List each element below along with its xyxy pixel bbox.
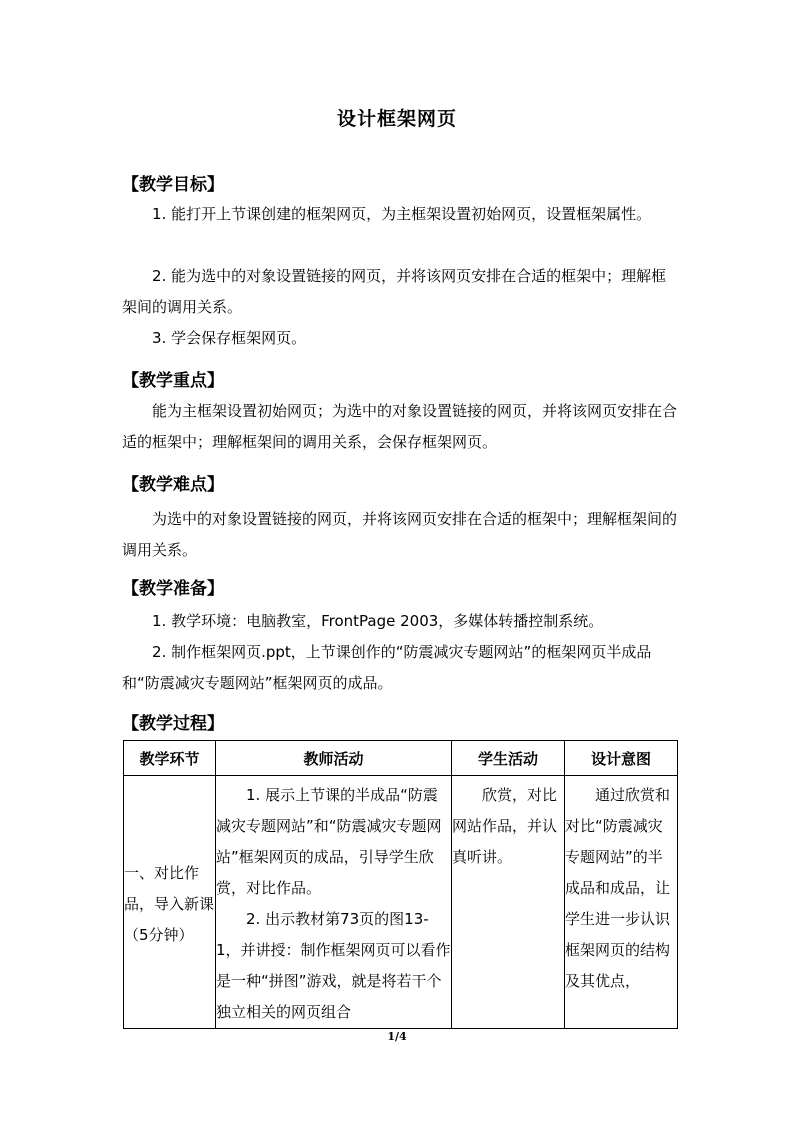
section-heading-process: 【教学过程】 [122, 714, 224, 734]
page-number: 1/4 [387, 1030, 407, 1043]
teacher-activity-1: 1. 展示上节课的半成品“防震减灾专题网站”和“防震减灾专题网站”框架网页的成品，引导学生欣赏，对比作品。 [216, 786, 442, 897]
header-stage: 教学环节 [124, 741, 216, 776]
table-row [124, 776, 678, 1029]
key-points-text: 能为主框架设置初始网页；为选中的对象设置链接的网页，并将该网页安排在合适的框架中；理解框架间的调用关系，会保存框架网页。 [122, 402, 678, 451]
design-intent-text: 通过欣赏和对比“防震减灾专题网站”的半成品和成品，让学生进一步认识框架网页的结构及其优点， [565, 786, 671, 990]
section-heading-difficulties: 【教学难点】 [122, 475, 224, 495]
goal-item-3: 3. 学会保存框架网页。 [152, 329, 307, 347]
teacher-activity-2: 2. 出示教材第73页的图13-1，并讲授：制作框架网页可以看作是一种“拼图”游戏，就是将若干个独立相关的网页组合 [216, 910, 451, 1021]
section-heading-goals: 【教学目标】 [122, 175, 224, 195]
student-activity-text: 欣赏，对比网站作品，并认真听讲。 [452, 786, 558, 866]
document-title: 设计框架网页 [336, 108, 457, 130]
cell-teacher-activity [216, 776, 452, 1029]
header-teacher-activity: 教师活动 [216, 741, 452, 776]
difficulties-text: 为选中的对象设置链接的网页，并将该网页安排在合适的框架中；理解框架间的调用关系。 [122, 510, 678, 559]
preparation-item-2: 2. 制作框架网页.ppt，上节课创作的“防震减灾专题网站”的框架网页半成品和“防震减灾专题网站”框架网页的成品。 [122, 643, 652, 692]
section-heading-key-points: 【教学重点】 [122, 371, 224, 391]
cell-design-intent [565, 776, 678, 1029]
cell-stage [124, 776, 216, 1029]
table-header-row [124, 741, 678, 776]
stage-text: 一、对比作品，导入新课（5分钟） [124, 863, 215, 944]
goal-item-1: 1. 能打开上节课创建的框架网页，为主框架设置初始网页，设置框架属性。 [152, 205, 652, 223]
header-student-activity: 学生活动 [452, 741, 565, 776]
goal-item-2: 2. 能为选中的对象设置链接的网页，并将该网页安排在合适的框架中；理解框架间的调用关系。 [122, 267, 667, 316]
section-heading-preparation: 【教学准备】 [122, 579, 224, 599]
header-design-intent: 设计意图 [565, 741, 678, 776]
teaching-process-table [123, 740, 678, 1029]
cell-student-activity [452, 776, 565, 1029]
preparation-item-1: 1. 教学环境：电脑教室，FrontPage 2003，多媒体转播控制系统。 [152, 612, 604, 630]
